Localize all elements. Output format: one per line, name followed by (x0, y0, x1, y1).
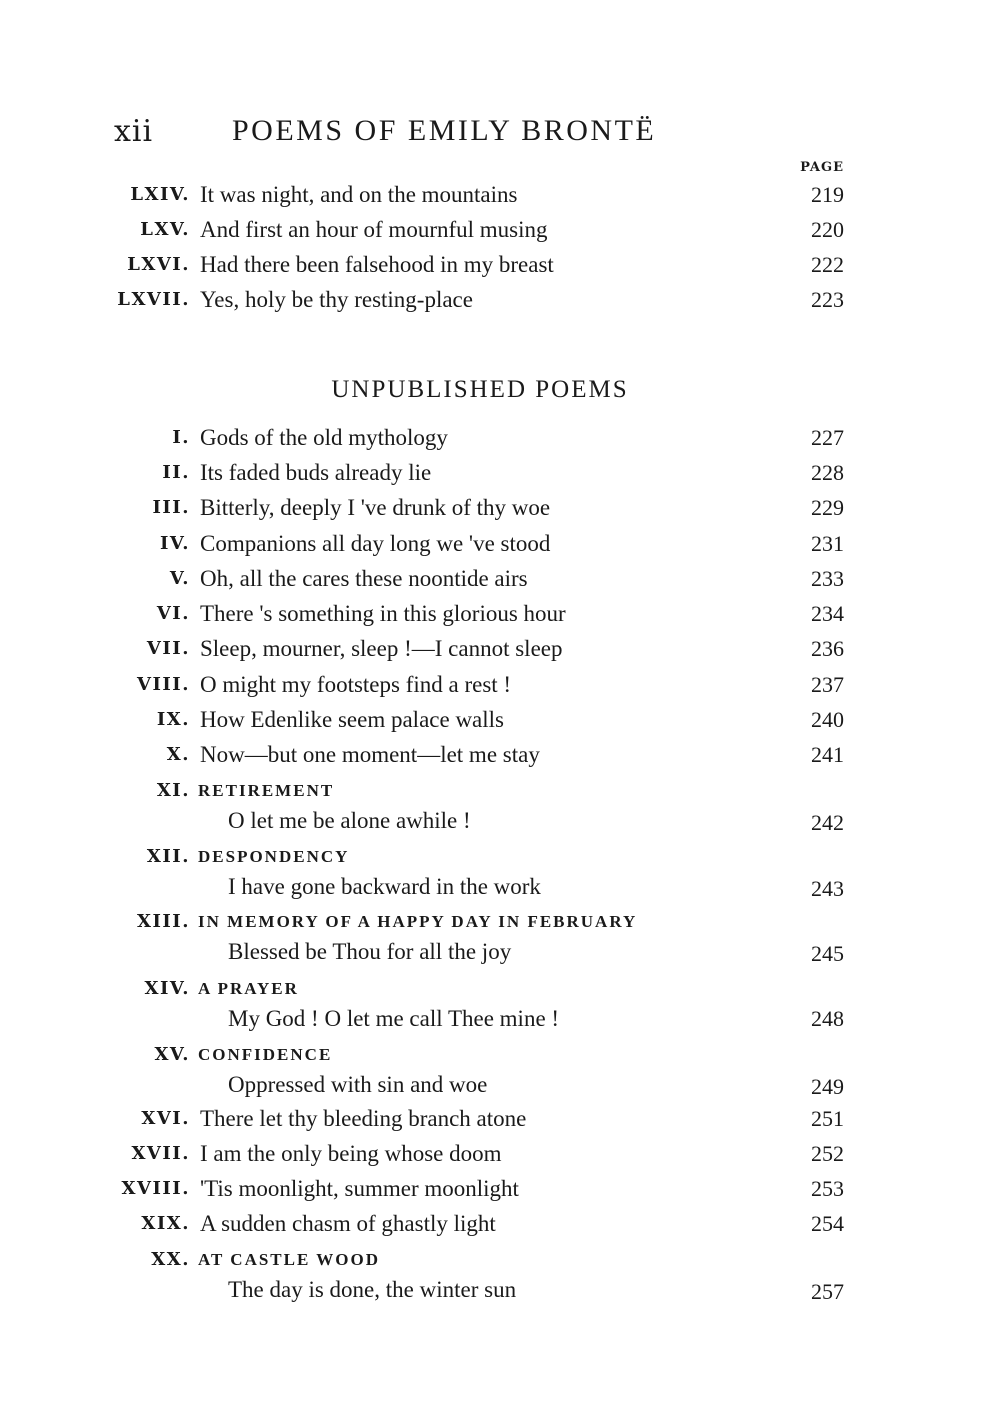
entry-heading: AT CASTLE WOOD (198, 1250, 380, 1269)
entry-heading: CONFIDENCE (198, 1045, 333, 1064)
entry-page: 257 (811, 1279, 844, 1304)
entry-page: 252 (811, 1141, 844, 1166)
entry-number: XVI. (141, 1108, 190, 1129)
toc-entry (0, 248, 1000, 282)
entry-heading: DESPONDENCY (198, 847, 350, 866)
entry-number: IV. (159, 533, 190, 554)
toc-entry (0, 1102, 1000, 1136)
toc-entry (0, 703, 1000, 737)
entry-page: 242 (811, 810, 844, 835)
entry-number: I. (172, 427, 190, 448)
entry-page: 236 (811, 636, 844, 661)
toc-entry-titled (0, 1038, 1000, 1106)
toc-entry (0, 283, 1000, 317)
entry-number: LXVII. (117, 289, 190, 310)
entry-number: XIII. (137, 911, 190, 932)
toc-entry (0, 668, 1000, 702)
entry-title: And first an hour of mournful musing (200, 217, 548, 242)
entry-page: 237 (811, 672, 844, 697)
entry-page: 245 (811, 941, 844, 966)
entry-number: VIII. (137, 674, 190, 695)
entry-page: 234 (811, 601, 844, 626)
entry-page: 220 (811, 217, 844, 242)
entry-title: It was night, and on the mountains (200, 182, 518, 207)
toc-entry (0, 562, 1000, 596)
entry-number: V. (169, 568, 190, 589)
entry-title: I am the only being whose doom (200, 1141, 502, 1166)
entry-number: LXVI. (127, 254, 190, 275)
entry-page: 243 (811, 876, 844, 901)
entry-title: O let me be alone awhile ! (228, 808, 471, 833)
entry-title: Its faded buds already lie (200, 460, 432, 485)
entry-title: I have gone backward in the work (228, 874, 541, 899)
entry-title: 'Tis moonlight, summer moonlight (200, 1176, 519, 1201)
entry-page: 228 (811, 460, 844, 485)
toc-entry (0, 1172, 1000, 1206)
entry-title: Yes, holy be thy resting-place (200, 287, 473, 312)
entry-title: Had there been falsehood in my breast (200, 252, 554, 277)
entry-heading: A PRAYER (198, 979, 299, 998)
entry-number: XV. (154, 1044, 190, 1065)
entry-title: Blessed be Thou for all the joy (228, 939, 512, 964)
entry-page: 231 (811, 531, 844, 556)
toc-entry-titled (0, 972, 1000, 1040)
entry-title: Bitterly, deeply I 've drunk of thy woe (200, 495, 551, 520)
entry-page: 229 (811, 495, 844, 520)
entry-page: 233 (811, 566, 844, 591)
entry-number: VI. (156, 603, 190, 624)
entry-number: XI. (156, 780, 190, 801)
entry-heading: IN MEMORY OF A HAPPY DAY IN FEBRUARY (198, 912, 638, 931)
running-title: POEMS OF EMILY BRONTË (232, 114, 657, 147)
entry-page: 223 (811, 287, 844, 312)
entry-number: VII. (146, 638, 190, 659)
entry-title: The day is done, the winter sun (228, 1277, 517, 1302)
entry-title: Oh, all the cares these noontide airs (200, 566, 528, 591)
toc-entry (0, 213, 1000, 247)
entry-heading: RETIREMENT (198, 781, 335, 800)
entry-number: XIV. (144, 978, 190, 999)
entry-page: 248 (811, 1006, 844, 1031)
toc-entry (0, 597, 1000, 631)
toc-entry (0, 178, 1000, 212)
toc-entry-titled (0, 1243, 1000, 1311)
entry-number: X. (166, 744, 190, 765)
entry-title: Companions all day long we 've stood (200, 531, 551, 556)
entry-number: IX. (156, 709, 190, 730)
entry-number: XIX. (141, 1213, 190, 1234)
toc-entry-titled (0, 774, 1000, 842)
entry-page: 219 (811, 182, 844, 207)
entry-title: There 's something in this glorious hour (200, 601, 566, 626)
entry-number: XVIII. (121, 1178, 190, 1199)
entry-title: Now—but one moment—let me stay (200, 742, 540, 767)
entry-page: 240 (811, 707, 844, 732)
entry-page: 253 (811, 1176, 844, 1201)
toc-entry (0, 738, 1000, 772)
page-column-label: PAGE (800, 160, 844, 175)
entry-title: A sudden chasm of ghastly light (200, 1211, 496, 1236)
entry-number: XX. (151, 1249, 190, 1270)
entry-title: Sleep, mourner, sleep !—I cannot sleep (200, 636, 563, 661)
entry-title: My God ! O let me call Thee mine ! (228, 1006, 560, 1031)
entry-number: III. (152, 497, 190, 518)
entry-title: Oppressed with sin and woe (228, 1072, 488, 1097)
entry-number: LXV. (140, 219, 190, 240)
entry-title: O might my footsteps find a rest ! (200, 672, 512, 697)
toc-entry (0, 491, 1000, 525)
entry-page: 227 (811, 425, 844, 450)
entry-title: There let thy bleeding branch atone (200, 1106, 527, 1131)
entry-title: How Edenlike seem palace walls (200, 707, 504, 732)
folio-number: xii (114, 114, 154, 149)
toc-entry (0, 421, 1000, 455)
entry-page: 254 (811, 1211, 844, 1236)
toc-entry-titled (0, 840, 1000, 908)
toc-entry-titled (0, 905, 1000, 973)
section-heading: UNPUBLISHED POEMS (331, 376, 629, 403)
entry-page: 241 (811, 742, 844, 767)
entry-number: XII. (146, 846, 190, 867)
toc-entry (0, 1207, 1000, 1241)
entry-number: LXIV. (130, 184, 190, 205)
toc-entry (0, 527, 1000, 561)
entry-number: XVII. (131, 1143, 190, 1164)
entry-page: 222 (811, 252, 844, 277)
entry-page: 249 (811, 1074, 844, 1099)
toc-entry (0, 632, 1000, 666)
toc-entry (0, 1137, 1000, 1171)
entry-number: II. (162, 462, 190, 483)
entry-page: 251 (811, 1106, 844, 1131)
entry-title: Gods of the old mythology (200, 425, 448, 450)
toc-entry (0, 456, 1000, 490)
